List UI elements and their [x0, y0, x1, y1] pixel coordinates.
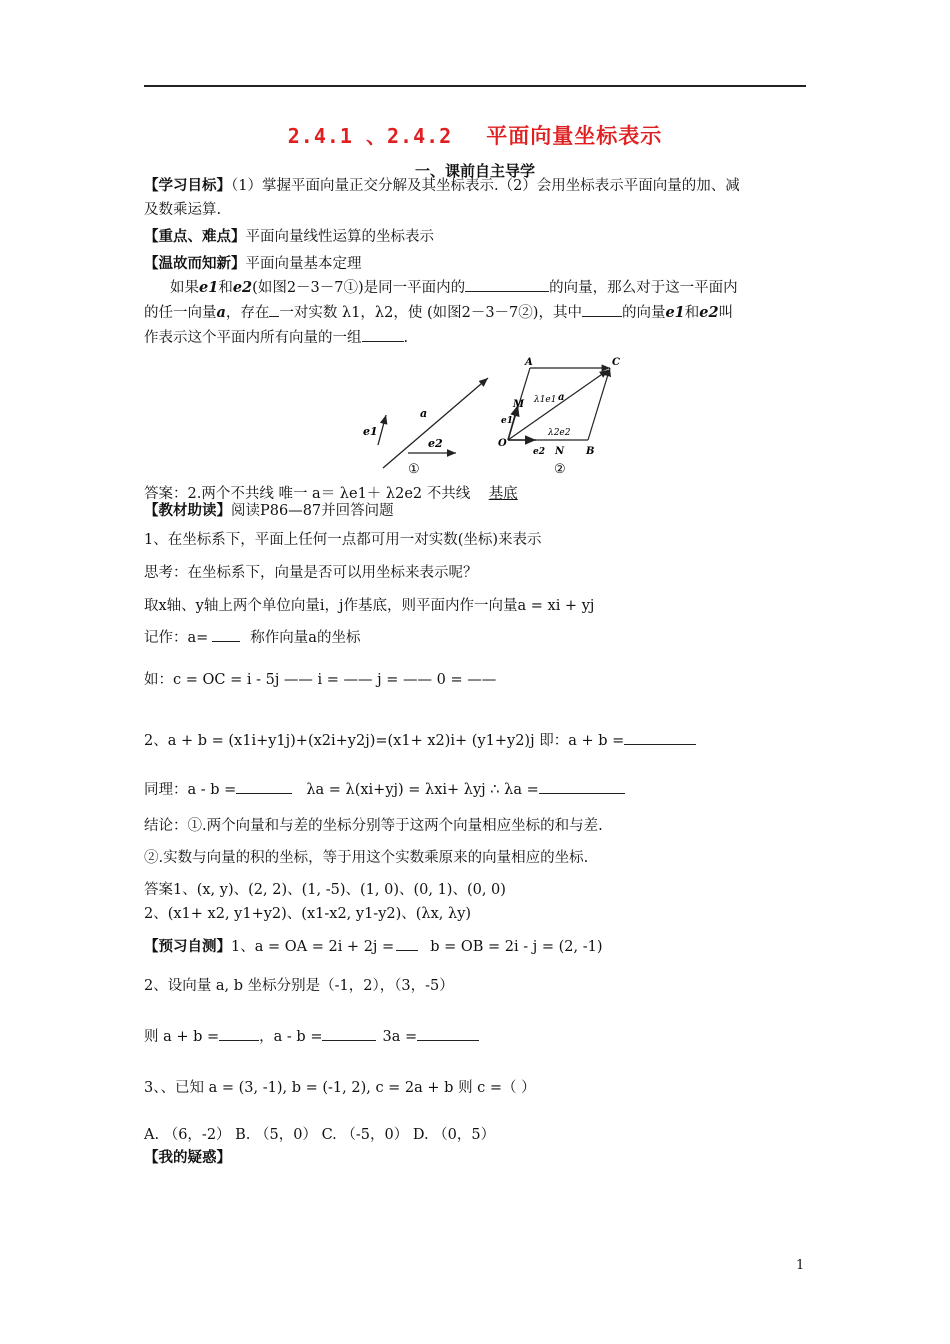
self-test-q2-line-2: [144, 1026, 808, 1047]
review-p1-c: (如图2－3－7①)是同一平面内的: [252, 280, 466, 296]
q2-line-1: [144, 730, 808, 751]
answer-2-line-2: 2、(x1+ x2, y1+y2)、(x1-x2, y1-y2)、(λx, λy): [144, 906, 472, 922]
key-points-label: 【重点、难点】: [144, 228, 246, 245]
q1-line-1: 1、在坐标系下，平面上任何一点都可用一对实数(坐标)来表示: [144, 532, 542, 548]
point-n-label: N: [555, 446, 565, 457]
fill-blank: [236, 779, 292, 794]
review-p2-c: 一对实数 λ1，λ2，使 (如图2－3－7②)，其中: [279, 305, 582, 321]
q2-line-1-text: 2、a + b = (x1i+y1j)+(x2i+y2j)=(x1+ x2)i+ (y1+y2)j 即：a + b =: [144, 733, 625, 749]
review-paragraph-2: [144, 302, 808, 323]
answer-1-underlined: 基底: [488, 486, 518, 502]
e1-symbol: e1: [665, 304, 685, 321]
objectives-text-1: （1）掌握平面向量正交分解及其坐标表示.（2）会用坐标表示平面向量的加、减: [231, 178, 740, 194]
fig2-e2-label: e2: [533, 447, 545, 457]
answer-2-line-1: 答案1、(x, y)、(2, 2)、(1, -5)、(1, 0)、(0, 1)、(0, 0): [144, 882, 506, 898]
vector-figure: [358, 350, 628, 480]
q1-line-5: 如：c = OC = i - 5j —— i = —— j = —— 0 = ——: [144, 672, 497, 688]
self-test-line-1: [144, 936, 808, 957]
objectives-label: 【学习目标】: [144, 177, 231, 194]
fill-blank: [212, 627, 240, 642]
self-test-options: A. （6，-2） B. （5，0） C. （-5，0） D. （0，5）: [144, 1127, 496, 1143]
title-text: 平面向量坐标表示: [486, 123, 663, 148]
review-p1-a: 如果: [170, 280, 199, 296]
textbook-label: 【教材助读】: [144, 502, 231, 519]
e1-label: e1: [363, 425, 378, 438]
review-label: 【温故而知新】: [144, 255, 246, 272]
review-text: 平面向量基本定理: [245, 256, 362, 272]
q1-line-4: [144, 627, 808, 648]
doubts-label: 【我的疑惑】: [144, 1149, 231, 1166]
vector-a-symbol: a: [216, 304, 226, 321]
review-p2-d: 的向量: [621, 305, 666, 321]
review-p1-b: 和: [218, 280, 233, 296]
textbook-text: 阅读P86—87并回答问题: [231, 503, 394, 519]
lambda1-e1-label: λ1e1: [534, 395, 557, 405]
figure-1-label: ①: [408, 462, 420, 477]
section-heading: 一、课前自主导学: [414, 162, 535, 180]
key-points-text: 平面向量线性运算的坐标表示: [245, 229, 434, 245]
point-a-label: A: [525, 357, 533, 368]
textbook-line: [144, 501, 808, 521]
objectives-line-2: 及数乘运算.: [144, 202, 222, 218]
a-label: a: [420, 407, 428, 420]
conclusion-line-1: 结论：①.两个向量和与差的坐标分别等于这两个向量相应坐标的和与差.: [144, 818, 603, 834]
self-test-q3-line: 3、、已知 a = (3, -1), b = (-1, 2), c = 2a + b 则 c =（ ）: [144, 1080, 536, 1096]
q1-line-3: 取x轴、y轴上两个单位向量i，j作基底，则平面内作一向量a = xi + yj: [144, 598, 595, 614]
lambda2-e2-label: λ2e2: [548, 428, 571, 438]
e1-symbol: e1: [199, 279, 219, 296]
page-title: [0, 120, 950, 150]
figure-2-label: ②: [554, 462, 566, 477]
fill-blank: [465, 277, 549, 292]
fill-blank: [269, 302, 279, 317]
q2-line-2: [144, 779, 808, 800]
self-test-label: 【预习自测】: [144, 938, 231, 955]
fill-blank: [624, 730, 696, 745]
fill-blank: [539, 779, 625, 794]
q1-line-4-a: 记作：a=: [144, 630, 209, 646]
a-arrow: [383, 378, 488, 468]
answer-1-text: 答案：2.两个不共线 唯一 a＝ λe1＋ λ2e2 不共线: [144, 486, 471, 502]
e2-label: e2: [428, 437, 443, 450]
point-o-label: O: [498, 438, 507, 449]
e1-arrow: [378, 415, 386, 445]
q1-line-2: 思考：在坐标系下，向量是否可以用坐标来表示呢？: [144, 565, 478, 581]
review-p1-d: 的向量，那么对于这一平面内: [549, 280, 738, 296]
edge-bc: [588, 368, 610, 440]
review-p2-e: 和: [684, 305, 700, 321]
fill-blank: [362, 327, 404, 342]
self-test-q1-b: b = OB = 2i - j = (2, -1): [430, 939, 603, 955]
point-c-label: C: [612, 357, 620, 368]
review-p2-f: 叫: [718, 305, 734, 321]
self-test-q2-line-1: 2、设向量 a, b 坐标分别是（-1，2），（3，-5）: [144, 978, 454, 994]
self-test-q2-b: ，a - b =: [259, 1029, 323, 1045]
review-line: [144, 254, 808, 274]
header-rule: [144, 85, 806, 87]
review-paragraph-1: [170, 277, 834, 298]
point-b-label: B: [586, 446, 595, 457]
key-points-line: [144, 227, 808, 247]
self-test-q2-a: 则 a + b =: [144, 1029, 220, 1045]
page-number: 1: [796, 1258, 805, 1273]
self-test-q2-c: 3a =: [382, 1029, 418, 1045]
q2-line-2-b: λa = λ(xi+yj) = λxi+ λyj ∴ λa =: [306, 782, 539, 798]
fig2-e1-label: e1: [501, 416, 513, 426]
title-number: 2.4.1 、2.4.2: [287, 124, 453, 148]
fill-blank: [396, 936, 418, 951]
review-p2-a: 的任一向量: [144, 305, 217, 321]
conclusion-line-2: ②.实数与向量的积的坐标，等于用这个实数乘原来的向量相应的坐标.: [144, 850, 589, 866]
fill-blank: [417, 1026, 479, 1041]
fill-blank: [322, 1026, 376, 1041]
e2-symbol: e2: [232, 279, 253, 296]
review-p2-b: ，存在: [225, 305, 270, 321]
q2-line-2-a: 同理：a - b =: [144, 782, 237, 798]
review-paragraph-3: [144, 327, 808, 348]
objectives-line-1: [144, 176, 808, 196]
self-test-q1-a: 1、a = OA = 2i + 2j =: [231, 939, 395, 955]
review-p3-a: 作表示这个平面内所有向量的一组: [144, 330, 362, 346]
review-p3-b: .: [403, 330, 409, 346]
e2-symbol: e2: [699, 304, 719, 321]
diagonal-a-label: a: [558, 392, 565, 403]
point-m-label: M: [513, 399, 525, 410]
q1-line-4-b: 称作向量a的坐标: [250, 630, 361, 646]
fill-blank: [582, 302, 622, 317]
fill-blank: [219, 1026, 259, 1041]
